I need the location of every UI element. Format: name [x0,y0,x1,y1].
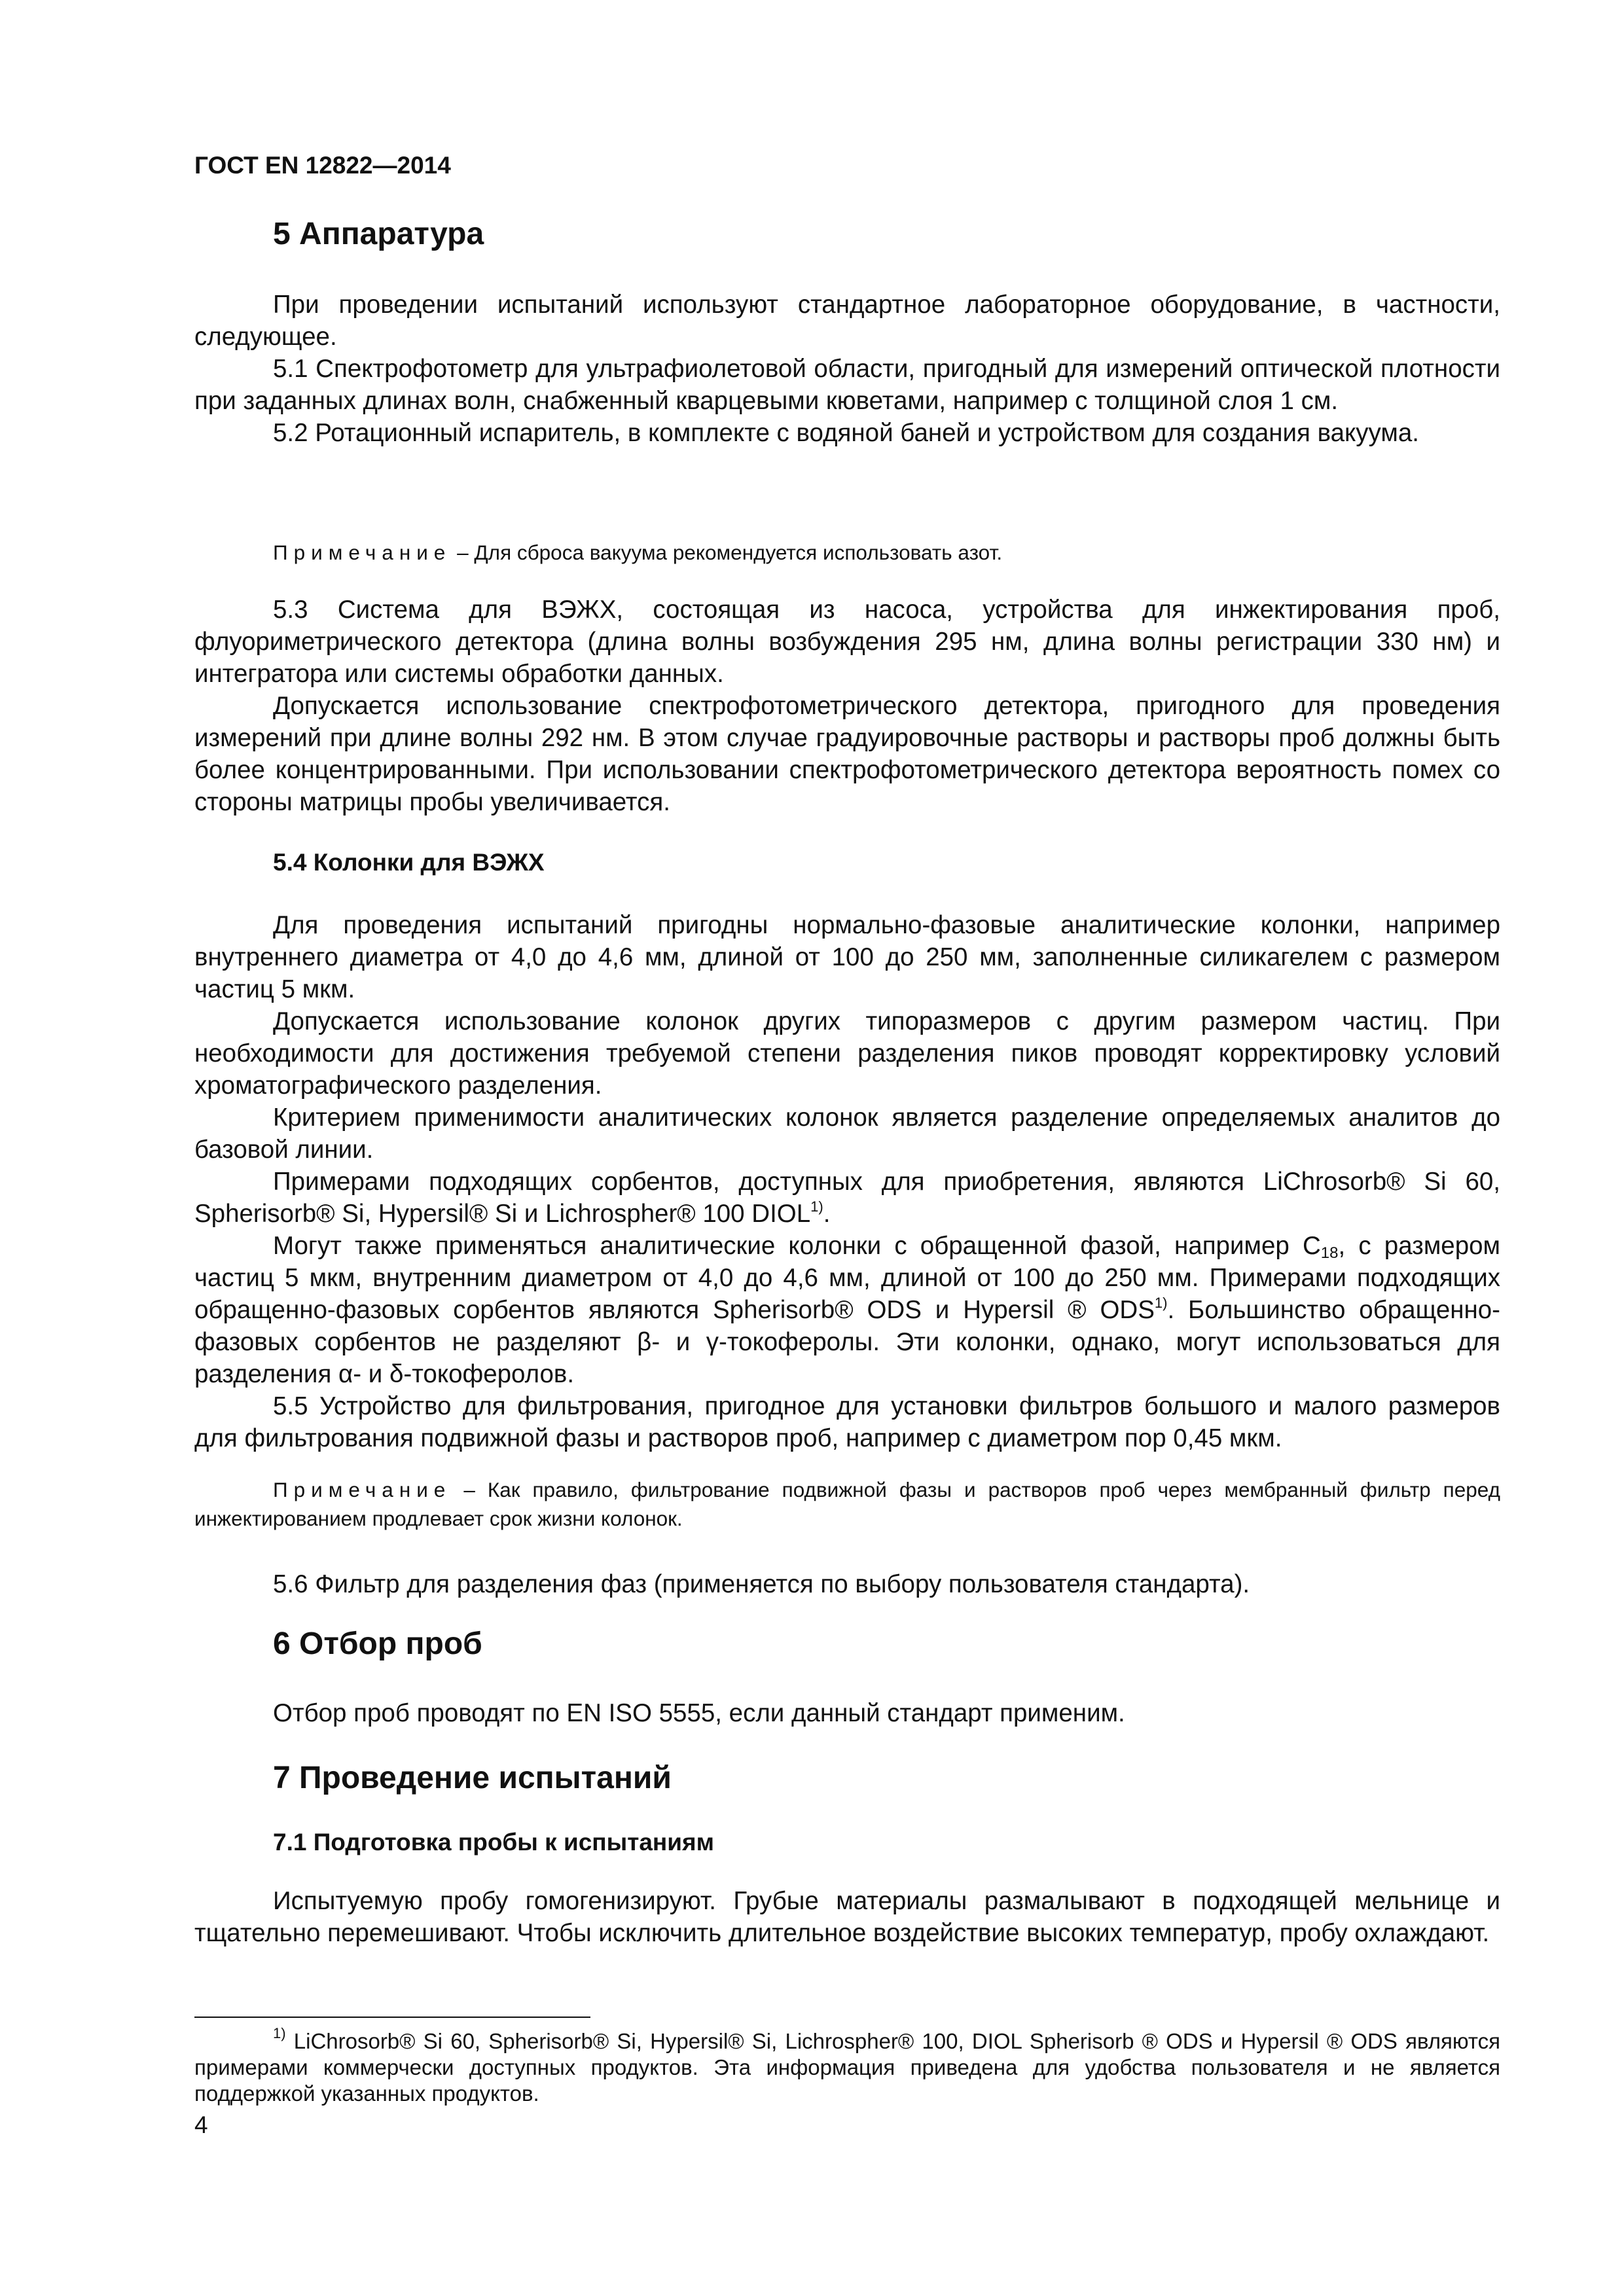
clause-5-4-body [194,909,1500,1454]
clause-5-6-block [194,1568,1500,1600]
note-2-text: – Как правило, фильтрование подвижной фазы и растворов проб через мембранный фильтр перед инжектированием продлевает срок жизни колонок. [194,1478,1500,1530]
clause-5-4-title-block [194,849,1500,876]
footnote-1-text: LiChrosorb® Si 60, Spherisorb® Si, Hypersil® Si, Lichrospher® 100, DIOL Spherisorb ® ODS и Hypersil ® ODS являются примерами коммерчески доступных продуктов. Эта информация приведена для удобства пользователя и не является поддержкой указанных продуктов. [194,2029,1500,2106]
clause-5-5: 5.5 Устройство для фильтрования, пригодное для установки фильтров большого и малого размеров для фильтрования подвижной фазы и растворов проб, например с диаметром пор 0,45 мкм. [194,1392,1500,1452]
clause-5-4-other-sizes: Допускается использование колонок других типоразмеров с другим размером частиц. При необходимости для достижения требуемой степени разделения пиков проводят корректировку условий хроматографического разделения. [194,1007,1500,1100]
clause-5-4-criterion: Критерием применимости аналитических колонок является разделение определяемых аналитов до базовой линии. [194,1103,1500,1164]
note-1-label: Примечание [273,541,452,564]
section-5-title: 5 Аппаратура [273,217,484,251]
note-1-text: – Для сброса вакуума рекомендуется использовать азот. [451,541,1003,564]
clause-5-4-sorbents [194,1166,1500,1230]
clause-5-1: 5.1 Спектрофотометр для ультрафиолетовой области, пригодный для измерений оптической плотности при заданных длинах волн, снабженный кварцевыми кюветами, например с толщиной слоя 1 см. [194,355,1500,415]
footnote-separator [194,2017,590,2018]
page-number: 4 [194,2111,208,2138]
clause-7-1-body [194,1885,1500,1949]
clause-5-4-sorbents-end: . [823,1200,831,1228]
clause-5-3: 5.3 Система для ВЭЖХ, состоящая из насоса, устройства для инжектирования проб, флуориметрического детектора (длина волны возбуждения 295 нм, длина волны регистрации 330 нм) и интегратора или системы обработки данных. [194,596,1500,688]
section-6-text: Отбор проб проводят по EN ISO 5555, если данный стандарт применим. [273,1699,1125,1727]
clause-5-4-rp-text-1: Могут также применяться аналитические колонки с обращенной фазой, например С [273,1232,1321,1260]
clause-7-1-text: Испытуемую пробу гомогенизируют. Грубые материалы размалывают в подходящей мельнице и тщательно перемешивают. Чтобы исключить длительное воздействие высоких температур, пробу охлаждают. [194,1887,1500,1947]
note-2 [194,1475,1500,1533]
footnote-1 [194,2025,1500,2107]
clause-5-4-rp-text-2: , с размером частиц 5 мкм, внутренним диаметром от 4,0 до 4,6 мм, длиной от 100 до 250 мм. Примерами подходящих обращенно-фазовых сорбентов являются Spherisorb® ODS и Hypersil ® ODS [194,1232,1500,1324]
clause-5-4-title: 5.4 Колонки для ВЭЖХ [273,849,545,876]
footnote-1-mark: 1) [273,2025,286,2041]
note-2-label: Примечание [273,1478,452,1501]
section-6-body [194,1697,1500,1729]
section-5-title-block [194,216,1500,252]
clause-5-4-normal-phase: Для проведения испытаний пригодны нормально-фазовые аналитические колонки, например внутреннего диаметра от 4,0 до 4,6 мм, длиной от 100 до 250 мм, заполненные силикагелем с размером частиц 5 мкм. [194,911,1500,1003]
section-6-title: 6 Отбор проб [273,1626,482,1661]
footnote-ref-2[interactable]: 1) [1154,1295,1168,1311]
clause-5-3-block [194,594,1500,818]
clause-5-6: 5.6 Фильтр для разделения фаз (применяется по выбору пользователя стандарта). [273,1570,1250,1598]
clause-7-1-title-block [194,1829,1500,1856]
section-7-title-block [194,1760,1500,1796]
section-5-body [194,289,1500,449]
note-1 [194,538,1500,567]
clause-5-2: 5.2 Ротационный испаритель, в комплекте с водяной баней и устройством для создания вакуума. [273,419,1419,447]
footnote-ref-1[interactable]: 1) [810,1198,823,1215]
clause-5-4-rp-text-3: . Большинство обращенно-фазовых сорбентов не разделяют β- и γ-токоферолы. Эти колонки, однако, могут использоваться для разделения α- и δ-токоферолов. [194,1296,1500,1388]
clause-5-4-rp-subscript: 18 [1320,1244,1339,1262]
clause-5-4-reversed-phase [194,1230,1500,1390]
section-7-title: 7 Проведение испытаний [273,1761,672,1795]
section-6-title-block [194,1626,1500,1662]
standard-designation: ГОСТ EN 12822—2014 [194,152,451,179]
section-5-intro: При проведении испытаний используют стандартное лабораторное оборудование, в частности, следующее. [194,291,1500,351]
clause-5-4-sorbents-text: Примерами подходящих сорбентов, доступных для приобретения, являются LiChrosorb® Si 60, Spherisorb® Si, Hypersil® Si и Lichrospher® 100 DIOL [194,1168,1500,1228]
clause-7-1-title: 7.1 Подготовка пробы к испытаниям [273,1829,714,1856]
clause-5-3-detector: Допускается использование спектрофотометрического детектора, пригодного для проведения измерений при длине волны 292 нм. В этом случае градуировочные растворы и растворы проб должны быть более концентрированными. При использовании спектрофотометрического детектора вероятность помех со стороны матрицы пробы увеличивается. [194,692,1500,816]
